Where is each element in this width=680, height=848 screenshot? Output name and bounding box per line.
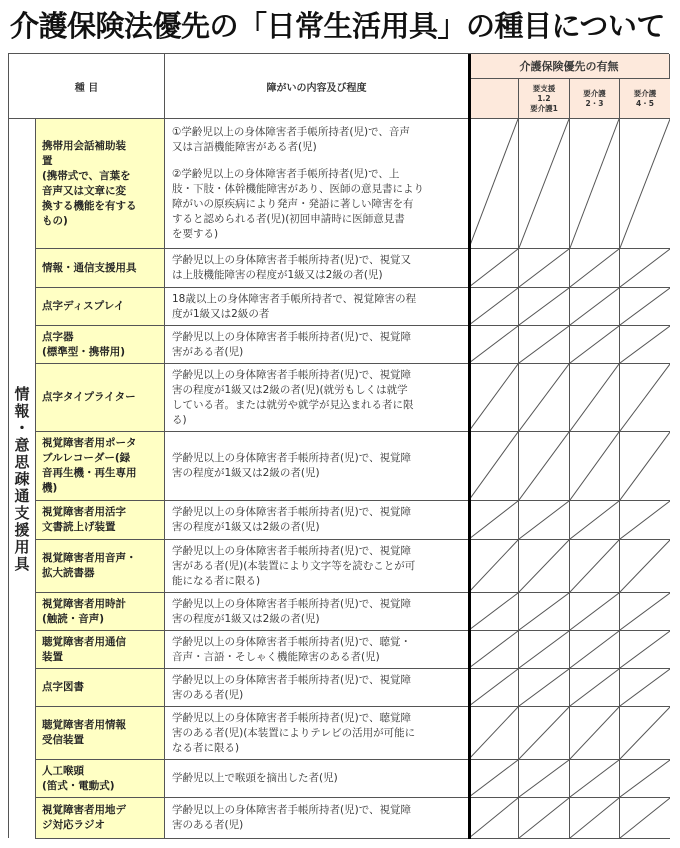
priority-cell-not-applicable bbox=[570, 540, 620, 593]
item-name-line: 装置 bbox=[42, 650, 63, 663]
item-name-line: 点字タイプライター bbox=[42, 391, 136, 403]
priority-cell-not-applicable bbox=[620, 593, 670, 631]
priority-cell-not-applicable bbox=[519, 119, 570, 249]
priority-cell-not-applicable bbox=[570, 288, 620, 326]
diagonal-slash-icon bbox=[469, 432, 518, 500]
condition-line: 学齢児以上の身体障害者手帳所持者(児)で、聴覚障 bbox=[172, 711, 411, 724]
condition-line: なる者に限る) bbox=[172, 741, 240, 754]
diagonal-slash-icon bbox=[620, 288, 670, 325]
diagonal-slash-icon bbox=[620, 760, 670, 797]
condition-line: 学齢児以上の身体障害者手帳所持者(児)で、視覚障 bbox=[172, 804, 411, 816]
diagonal-slash-icon bbox=[620, 707, 670, 759]
item-name-line: 受信装置 bbox=[42, 734, 84, 746]
item-name-cell bbox=[36, 326, 165, 364]
condition-cell bbox=[165, 631, 469, 669]
condition-line: 学齢児以上の身体障害者手帳所持者(児)で、視覚障 bbox=[172, 544, 411, 557]
priority-cell-not-applicable bbox=[519, 249, 570, 288]
diagonal-slash-icon bbox=[469, 119, 518, 248]
diagonal-slash-icon bbox=[620, 501, 670, 539]
condition-cell bbox=[165, 119, 469, 249]
category-label: 情報・意思疎通支援用具 bbox=[9, 119, 36, 839]
item-name-line: 視覚障害者用ポータ bbox=[42, 437, 137, 449]
condition-line: 学齢児以上の身体障害者手帳所持者(児)で、視覚障 bbox=[172, 506, 411, 518]
priority-cell-not-applicable bbox=[570, 432, 620, 501]
priority-level-label: 要介護1 bbox=[530, 103, 558, 113]
priority-cell-not-applicable bbox=[469, 669, 519, 707]
condition-line: 学齢児以上で喉頭を摘出した者(児) bbox=[172, 772, 338, 784]
diagonal-slash-icon bbox=[570, 631, 619, 668]
priority-cell-not-applicable bbox=[620, 707, 670, 760]
condition-cell bbox=[165, 540, 469, 593]
condition-line: る) bbox=[172, 413, 187, 426]
item-name-line: 聴覚障害者用通信 bbox=[42, 635, 126, 648]
priority-cell-not-applicable bbox=[519, 707, 570, 760]
diagonal-slash-icon bbox=[519, 501, 569, 539]
priority-cell-not-applicable bbox=[620, 432, 670, 501]
item-name-line: (笛式・電動式) bbox=[42, 779, 115, 792]
priority-cell-not-applicable bbox=[469, 760, 519, 798]
diagonal-slash-icon bbox=[519, 249, 569, 287]
diagonal-slash-icon bbox=[570, 288, 619, 325]
item-name-line: 聴覚障害者用情報 bbox=[42, 719, 126, 731]
diagonal-slash-icon bbox=[620, 540, 670, 592]
priority-cell-not-applicable bbox=[469, 364, 519, 432]
priority-cell-not-applicable bbox=[519, 540, 570, 593]
condition-cell bbox=[165, 326, 469, 364]
priority-cell-not-applicable bbox=[620, 798, 670, 839]
priority-cell-not-applicable bbox=[519, 326, 570, 364]
item-name-line: 視覚障害者用音声・ bbox=[42, 552, 137, 564]
item-name-line: 音声又は文章に変 bbox=[42, 184, 126, 197]
diagonal-slash-icon bbox=[519, 798, 569, 838]
priority-cell-not-applicable bbox=[620, 249, 670, 288]
diagonal-slash-icon bbox=[570, 119, 619, 248]
item-name-line: 視覚障害者用時計 bbox=[42, 597, 126, 610]
header-priority-blank bbox=[469, 79, 519, 119]
condition-line: 害の程度が1級又は2級の者(児) bbox=[172, 521, 320, 533]
priority-cell-not-applicable bbox=[469, 707, 519, 760]
diagonal-slash-icon bbox=[620, 326, 670, 363]
item-name-line: 点字図書 bbox=[42, 681, 84, 693]
priority-cell-not-applicable bbox=[620, 631, 670, 669]
condition-line: 害がある者(児) bbox=[172, 345, 244, 358]
diagonal-slash-icon bbox=[469, 593, 518, 630]
item-name-line: 音再生機・再生専用 bbox=[42, 467, 137, 479]
condition-cell bbox=[165, 669, 469, 707]
condition-cell bbox=[165, 501, 469, 540]
diagonal-slash-icon bbox=[519, 669, 569, 706]
condition-cell bbox=[165, 249, 469, 288]
item-name-cell bbox=[36, 707, 165, 760]
priority-cell-not-applicable bbox=[519, 798, 570, 839]
condition-line: 学齢児以上の身体障害者手帳所持者(児)で、視覚障 bbox=[172, 673, 411, 686]
item-name-line: 視覚障害者用地デ bbox=[42, 804, 126, 816]
item-name-cell bbox=[36, 669, 165, 707]
item-name-line: 携帯用会話補助装 bbox=[42, 139, 126, 152]
header-priority-group: 介護保険優先の有無 bbox=[469, 54, 670, 79]
condition-cell bbox=[165, 593, 469, 631]
priority-cell-not-applicable bbox=[519, 669, 570, 707]
condition-cell bbox=[165, 288, 469, 326]
diagonal-slash-icon bbox=[570, 707, 619, 759]
priority-cell-not-applicable bbox=[519, 593, 570, 631]
condition-line: 音声・言語・そしゃく機能障害のある者(児) bbox=[172, 650, 380, 663]
priority-level-label: 要支援 bbox=[532, 83, 556, 93]
condition-line: 18歳以上の身体障害者手帳所持者で、視覚障害の程 bbox=[172, 292, 417, 305]
condition-line: 害の程度が1級又は2級の者(児) bbox=[172, 612, 320, 625]
diagonal-slash-icon bbox=[570, 249, 619, 287]
diagonal-slash-icon bbox=[570, 326, 619, 363]
diagonal-slash-icon bbox=[570, 760, 619, 797]
priority-cell-not-applicable bbox=[620, 540, 670, 593]
diagonal-slash-icon bbox=[620, 249, 670, 287]
diagonal-slash-icon bbox=[570, 593, 619, 630]
item-name-cell bbox=[36, 540, 165, 593]
priority-cell-not-applicable bbox=[570, 326, 620, 364]
condition-line: 障がいの原疾病により発声・発語に著しい障害を有 bbox=[172, 198, 414, 210]
diagonal-slash-icon bbox=[620, 593, 670, 630]
diagonal-slash-icon bbox=[519, 119, 569, 248]
item-name-line: 換する機能を有する bbox=[42, 199, 137, 212]
diagonal-slash-icon bbox=[519, 631, 569, 668]
diagonal-slash-icon bbox=[519, 326, 569, 363]
item-name-line: (標準型・携帯用) bbox=[42, 345, 126, 358]
condition-cell bbox=[165, 760, 469, 798]
condition-line: 害のある者(児)(本装置によりテレビの活用が可能に bbox=[172, 726, 416, 739]
header-condition: 障がいの内容及び程度 bbox=[165, 54, 469, 119]
page-title: 介護保険法優先の「日常生活用具」の種目について bbox=[10, 9, 665, 43]
header-item: 種 目 bbox=[9, 54, 165, 119]
equipment-table bbox=[8, 53, 669, 838]
column-divider bbox=[468, 54, 471, 839]
priority-cell-not-applicable bbox=[620, 326, 670, 364]
condition-line: 学齢児以上の身体障害者手帳所持者(児)で、視覚障 bbox=[172, 597, 411, 610]
condition-line: ②学齢児以上の身体障害者手帳所持者(児)で、上 bbox=[172, 168, 400, 180]
priority-cell-not-applicable bbox=[519, 760, 570, 798]
condition-cell bbox=[165, 364, 469, 432]
diagonal-slash-icon bbox=[469, 707, 518, 759]
priority-cell-not-applicable bbox=[620, 364, 670, 432]
item-name-line: 拡大読書器 bbox=[42, 567, 95, 579]
diagonal-slash-icon bbox=[519, 288, 569, 325]
priority-cell-not-applicable bbox=[620, 119, 670, 249]
priority-cell-not-applicable bbox=[570, 249, 620, 288]
diagonal-slash-icon bbox=[620, 669, 670, 706]
diagonal-slash-icon bbox=[519, 707, 569, 759]
condition-line: 学齢児以上の身体障害者手帳所持者(児)で、聴覚・ bbox=[172, 635, 411, 648]
condition-cell bbox=[165, 432, 469, 501]
item-name-line: 置 bbox=[42, 154, 53, 167]
diagonal-slash-icon bbox=[570, 364, 619, 431]
diagonal-slash-icon bbox=[469, 501, 518, 539]
item-name-cell bbox=[36, 288, 165, 326]
diagonal-slash-icon bbox=[620, 631, 670, 668]
diagonal-slash-icon bbox=[570, 798, 619, 838]
condition-line: 害の程度が1級又は2級の者(児) bbox=[172, 467, 320, 479]
diagonal-slash-icon bbox=[519, 364, 569, 431]
diagonal-slash-icon bbox=[620, 432, 670, 500]
condition-line: を要する) bbox=[172, 228, 219, 240]
item-name-line: もの) bbox=[42, 214, 68, 227]
diagonal-slash-icon bbox=[469, 631, 518, 668]
diagonal-slash-icon bbox=[519, 760, 569, 797]
item-name-line: 情報・通信支援用具 bbox=[42, 261, 137, 274]
priority-cell-not-applicable bbox=[469, 798, 519, 839]
condition-line: 害のある者(児) bbox=[172, 688, 244, 701]
priority-cell-not-applicable bbox=[469, 249, 519, 288]
condition-cell bbox=[165, 798, 469, 839]
priority-cell-not-applicable bbox=[469, 593, 519, 631]
priority-cell-not-applicable bbox=[519, 432, 570, 501]
priority-cell-not-applicable bbox=[519, 288, 570, 326]
diagonal-slash-icon bbox=[620, 798, 670, 838]
item-name-cell bbox=[36, 249, 165, 288]
item-name-cell bbox=[36, 432, 165, 501]
priority-cell-not-applicable bbox=[570, 707, 620, 760]
diagonal-slash-icon bbox=[469, 760, 518, 797]
condition-line: 能になる者に限る) bbox=[172, 574, 261, 587]
priority-cell-not-applicable bbox=[469, 119, 519, 249]
item-name-line: ブルレコーダー(録 bbox=[42, 452, 131, 464]
priority-level-label: 要介護 bbox=[583, 88, 606, 98]
priority-cell-not-applicable bbox=[469, 540, 519, 593]
item-name-cell bbox=[36, 501, 165, 540]
item-name-cell bbox=[36, 631, 165, 669]
condition-line: は上肢機能障害の程度が1級又は2級の者(児) bbox=[172, 269, 383, 281]
item-name-line: 人工喉頭 bbox=[42, 764, 84, 777]
condition-line: すると認められる者(児)(初回申請時に医師意見書 bbox=[172, 213, 405, 225]
priority-cell-not-applicable bbox=[469, 631, 519, 669]
condition-line: ①学齢児以上の身体障害者手帳所持者(児)で、音声 bbox=[172, 126, 410, 138]
item-name-cell bbox=[36, 593, 165, 631]
condition-line: 度が1級又は2級の者 bbox=[172, 307, 270, 320]
diagonal-slash-icon bbox=[469, 540, 518, 592]
diagonal-slash-icon bbox=[519, 432, 569, 500]
condition-line: 肢・下肢・体幹機能障害があり、医師の意見書により bbox=[172, 183, 424, 195]
condition-line: 学齢児以上の身体障害者手帳所持者(児)で、視覚障 bbox=[172, 452, 411, 464]
diagonal-slash-icon bbox=[469, 364, 518, 431]
item-name-cell bbox=[36, 119, 165, 249]
condition-line: 学齢児以上の身体障害者手帳所持者(児)で、視覚障 bbox=[172, 368, 411, 381]
condition-cell bbox=[165, 707, 469, 760]
diagonal-slash-icon bbox=[620, 119, 670, 248]
header-priority-care23 bbox=[570, 79, 620, 119]
item-name-cell bbox=[36, 760, 165, 798]
priority-cell-not-applicable bbox=[570, 760, 620, 798]
item-name-line: 機) bbox=[42, 482, 58, 494]
diagonal-slash-icon bbox=[620, 364, 670, 431]
priority-level-label: 1.2 bbox=[537, 93, 551, 103]
condition-line: 害の程度が1級又は2級の者(児)(就労もしくは就学 bbox=[172, 383, 408, 396]
priority-cell-not-applicable bbox=[620, 288, 670, 326]
item-name-cell bbox=[36, 798, 165, 839]
condition-line: している者。または就労や就学が見込まれる者に限 bbox=[172, 398, 414, 411]
diagonal-slash-icon bbox=[469, 798, 518, 838]
header-priority-support12-care1 bbox=[519, 79, 570, 119]
diagonal-slash-icon bbox=[519, 540, 569, 592]
priority-level-label: 要介護 bbox=[633, 88, 657, 98]
condition-line: 害のある者(児) bbox=[172, 819, 244, 831]
item-name-line: ジ対応ラジオ bbox=[42, 819, 105, 831]
diagonal-slash-icon bbox=[570, 501, 619, 539]
item-name-line: 視覚障害者用活字 bbox=[42, 506, 126, 518]
priority-cell-not-applicable bbox=[570, 669, 620, 707]
priority-cell-not-applicable bbox=[469, 501, 519, 540]
diagonal-slash-icon bbox=[469, 326, 518, 363]
condition-line: 学齢児以上の身体障害者手帳所持者(児)で、視覚障 bbox=[172, 330, 411, 343]
priority-cell-not-applicable bbox=[620, 760, 670, 798]
priority-level-label: 4・5 bbox=[636, 98, 654, 108]
condition-line: 又は言語機能障害がある者(児) bbox=[172, 141, 317, 153]
item-name-line: 点字器 bbox=[42, 330, 74, 343]
priority-cell-not-applicable bbox=[519, 501, 570, 540]
item-name-line: (携帯式で、言葉を bbox=[42, 169, 131, 182]
priority-cell-not-applicable bbox=[570, 593, 620, 631]
priority-cell-not-applicable bbox=[570, 798, 620, 839]
priority-cell-not-applicable bbox=[469, 326, 519, 364]
diagonal-slash-icon bbox=[570, 432, 619, 500]
diagonal-slash-icon bbox=[469, 288, 518, 325]
item-name-line: 文書読上げ装置 bbox=[42, 521, 116, 533]
item-name-line: 点字ディスプレイ bbox=[42, 300, 125, 312]
priority-cell-not-applicable bbox=[570, 501, 620, 540]
condition-line: 害がある者(児)(本装置により文字等を読むことが可 bbox=[172, 559, 416, 572]
priority-cell-not-applicable bbox=[620, 669, 670, 707]
priority-cell-not-applicable bbox=[469, 432, 519, 501]
priority-cell-not-applicable bbox=[570, 119, 620, 249]
priority-cell-not-applicable bbox=[469, 288, 519, 326]
item-name-cell bbox=[36, 364, 165, 432]
priority-level-label: 2・3 bbox=[585, 98, 604, 108]
priority-cell-not-applicable bbox=[519, 364, 570, 432]
diagonal-slash-icon bbox=[469, 249, 518, 287]
priority-cell-not-applicable bbox=[570, 364, 620, 432]
priority-cell-not-applicable bbox=[620, 501, 670, 540]
diagonal-slash-icon bbox=[469, 669, 518, 706]
priority-cell-not-applicable bbox=[570, 631, 620, 669]
diagonal-slash-icon bbox=[570, 669, 619, 706]
priority-cell-not-applicable bbox=[519, 631, 570, 669]
header-priority-care45 bbox=[620, 79, 670, 119]
condition-line: 学齢児以上の身体障害者手帳所持者(児)で、視覚又 bbox=[172, 254, 411, 266]
diagonal-slash-icon bbox=[570, 540, 619, 592]
item-name-line: (触読・音声) bbox=[42, 612, 105, 625]
diagonal-slash-icon bbox=[519, 593, 569, 630]
